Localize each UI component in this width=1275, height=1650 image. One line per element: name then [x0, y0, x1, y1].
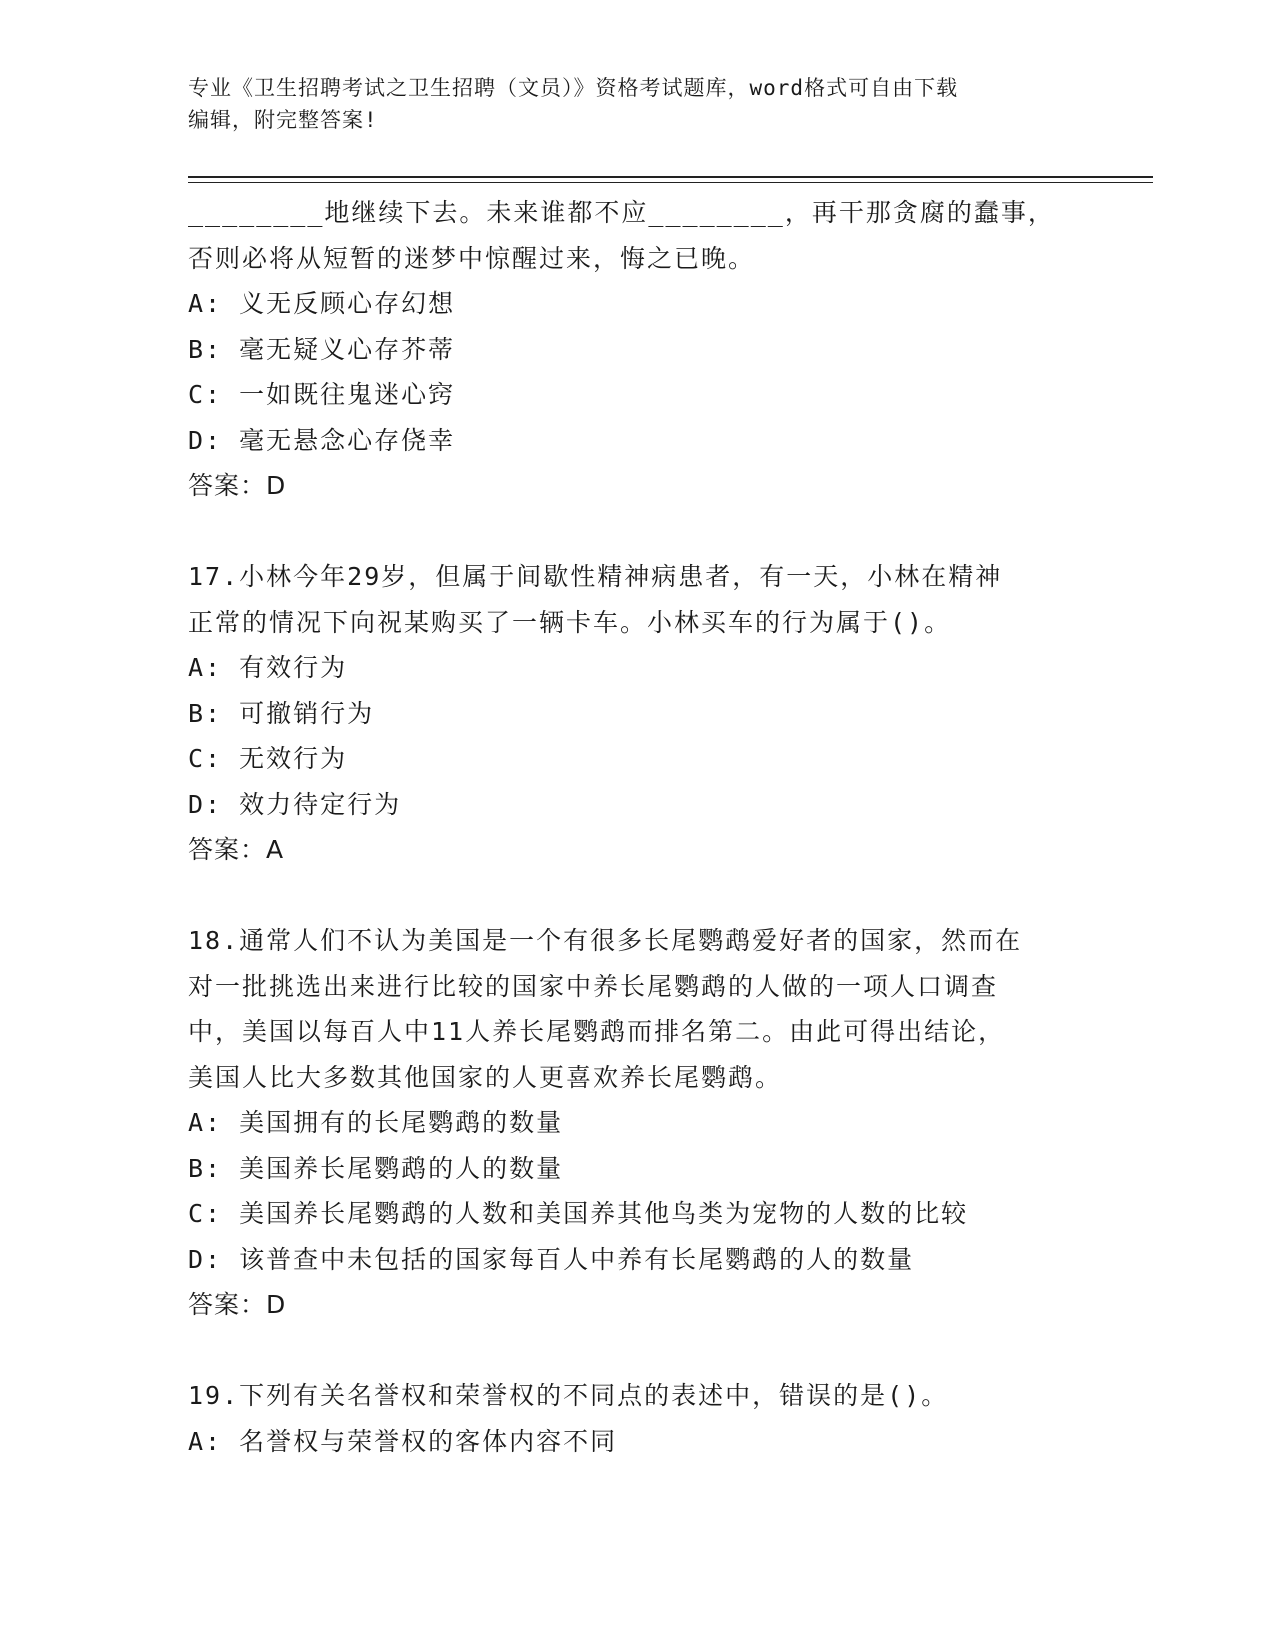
header-divider-thick	[188, 176, 1153, 178]
answer: 答案：D	[188, 471, 287, 500]
option-c: C: 美国养长尾鹦鹉的人数和美国养其他鸟类为宠物的人数的比较	[188, 1199, 969, 1228]
header-divider-thin	[188, 182, 1153, 183]
option-d: D: 该普查中未包括的国家每百人中养有长尾鹦鹉的人的数量	[188, 1244, 915, 1274]
option-d: D: 毫无悬念心存侥幸	[188, 425, 456, 455]
option-b: B: 美国养长尾鹦鹉的人的数量	[188, 1153, 564, 1183]
question-stem-line: 18.通常人们不认为美国是一个有很多长尾鹦鹉爱好者的国家，然而在	[188, 926, 1023, 955]
question-stem-line: 正常的情况下向祝某购买了一辆卡车。小林买车的行为属于()。	[188, 607, 952, 637]
question-list	[188, 190, 1088, 1464]
option-c: C: 一如既往鬼迷心窍	[188, 380, 456, 409]
question-16	[188, 190, 1088, 509]
option-a: A: 有效行为	[188, 653, 348, 682]
question-19	[188, 1373, 1088, 1464]
question-stem-line: 美国人比大多数其他国家的人更喜欢养长尾鹦鹉。	[188, 1062, 783, 1092]
option-a: A: 美国拥有的长尾鹦鹉的数量	[188, 1108, 564, 1137]
answer: 答案：D	[188, 1290, 287, 1319]
header-line-2: 编辑，附完整答案!	[188, 108, 378, 132]
option-b: B: 毫无疑义心存芥蒂	[188, 334, 456, 364]
page-header	[188, 72, 1088, 136]
question-18	[188, 918, 1088, 1328]
option-d: D: 效力待定行为	[188, 789, 402, 819]
question-stem-line: 否则必将从短暂的迷梦中惊醒过来，悔之已晚。	[188, 243, 756, 273]
question-17	[188, 554, 1088, 873]
option-c: C: 无效行为	[188, 744, 348, 773]
question-stem-line: ________地继续下去。未来谁都不应________，再干那贪腐的蠢事，	[188, 198, 1055, 227]
question-stem-line: 17.小林今年29岁，但属于间歇性精神病患者，有一天，小林在精神	[188, 562, 1003, 591]
option-a: A: 名誉权与荣誉权的客体内容不同	[188, 1426, 618, 1456]
option-a: A: 义无反顾心存幻想	[188, 289, 456, 318]
question-stem-line: 中，美国以每百人中11人养长尾鹦鹉而排名第二。由此可得出结论，	[188, 1017, 1006, 1046]
header-line-1: 专业《卫生招聘考试之卫生招聘（文员）》资格考试题库，word格式可自由下载	[188, 76, 959, 100]
question-stem-line: 对一批挑选出来进行比较的国家中养长尾鹦鹉的人做的一项人口调查	[188, 971, 999, 1001]
answer: 答案：A	[188, 835, 285, 864]
option-b: B: 可撤销行为	[188, 698, 375, 728]
question-stem-line: 19.下列有关名誉权和荣誉权的不同点的表述中，错误的是()。	[188, 1381, 949, 1410]
